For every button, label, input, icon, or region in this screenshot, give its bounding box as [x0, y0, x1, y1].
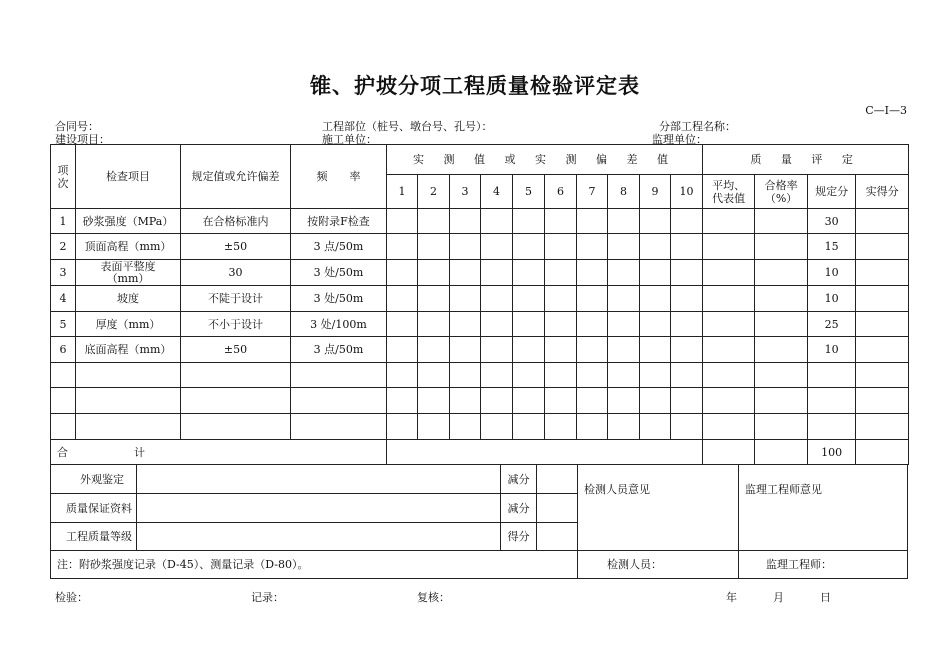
row-check-item: 厚度（mm）: [76, 312, 181, 337]
row-actual-score-cell[interactable]: [856, 209, 909, 234]
row-frequency: 3 处/100m: [291, 312, 387, 337]
row-frequency: 按附录F检查: [291, 209, 387, 234]
appearance-label: 外观鉴定: [51, 465, 137, 494]
row-specified-score: 10: [808, 260, 856, 286]
construction-unit-label: 施工单位：: [322, 133, 377, 146]
row-measure-cell[interactable]: [387, 337, 418, 363]
quality-grade-label: 工程质量等级: [51, 523, 137, 551]
row-measure-cell[interactable]: [481, 260, 513, 286]
row-specified-score: 15: [808, 234, 856, 260]
row-measure-cell[interactable]: [608, 388, 640, 414]
row-measure-cell[interactable]: [608, 260, 640, 286]
row-specified-score[interactable]: [808, 414, 856, 440]
row-spec: 30: [181, 260, 291, 286]
row-actual-score-cell[interactable]: [856, 312, 909, 337]
row-no[interactable]: [51, 414, 76, 440]
row-measure-cell[interactable]: [418, 286, 450, 312]
row-check-item: 砂浆强度（MPa）: [76, 209, 181, 234]
row-average-cell[interactable]: [703, 414, 755, 440]
row-measure-cell[interactable]: [640, 234, 671, 260]
row-no: 1: [51, 209, 76, 234]
footer-month-label: 月: [773, 591, 784, 604]
row-measure-cell[interactable]: [418, 234, 450, 260]
row-frequency: 3 点/50m: [291, 234, 387, 260]
row-measure-cell[interactable]: [481, 414, 513, 440]
row-check-item[interactable]: [76, 414, 181, 440]
row-measure-cell[interactable]: [450, 337, 481, 363]
header-measured-group: 实 测 值 或 实 测 偏 差 值: [387, 145, 703, 175]
row-measure-cell[interactable]: [513, 260, 545, 286]
row-frequency: 3 点/50m: [291, 337, 387, 363]
row-measure-cell[interactable]: [418, 388, 450, 414]
row-measure-cell[interactable]: [513, 234, 545, 260]
supervisor-opinion-label: 监理工程师意见: [739, 465, 908, 551]
construction-project-label: 建设项目：: [55, 133, 110, 146]
row-measure-cell[interactable]: [387, 209, 418, 234]
quality-docs-value[interactable]: [137, 494, 501, 523]
row-specified-score: 10: [808, 337, 856, 363]
row-measure-cell[interactable]: [671, 234, 703, 260]
row-measure-cell[interactable]: [577, 260, 608, 286]
row-measure-cell[interactable]: [640, 337, 671, 363]
row-measure-cell[interactable]: [577, 337, 608, 363]
row-measure-cell[interactable]: [513, 414, 545, 440]
row-measure-cell[interactable]: [450, 414, 481, 440]
row-measure-cell[interactable]: [387, 363, 418, 388]
row-measure-cell[interactable]: [608, 286, 640, 312]
header-measure-col: 1: [387, 175, 418, 209]
row-pass-rate-cell[interactable]: [755, 363, 808, 388]
footer-check-label: 检验：: [55, 591, 88, 604]
header-spec: 规定值或允许偏差: [181, 145, 291, 209]
row-measure-cell[interactable]: [481, 337, 513, 363]
total-specified-score: 100: [808, 440, 856, 465]
row-measure-cell[interactable]: [513, 388, 545, 414]
header-measure-col: 3: [450, 175, 481, 209]
row-measure-cell[interactable]: [577, 209, 608, 234]
row-specified-score[interactable]: [808, 363, 856, 388]
header-measure-col: 7: [577, 175, 608, 209]
row-average-cell[interactable]: [703, 209, 755, 234]
row-actual-score-cell[interactable]: [856, 234, 909, 260]
footer-review-label: 复核：: [417, 591, 450, 604]
evaluation-table: [50, 464, 908, 579]
row-measure-cell[interactable]: [481, 234, 513, 260]
inspection-table: [50, 144, 909, 465]
total-measure-span[interactable]: [387, 440, 703, 465]
row-measure-cell[interactable]: [640, 286, 671, 312]
row-measure-cell[interactable]: [545, 234, 577, 260]
row-measure-cell[interactable]: [545, 337, 577, 363]
row-measure-cell[interactable]: [513, 312, 545, 337]
row-measure-cell[interactable]: [545, 414, 577, 440]
table-row: [51, 260, 909, 286]
row-measure-cell[interactable]: [577, 363, 608, 388]
header-measure-col: 8: [608, 175, 640, 209]
row-pass-rate-cell[interactable]: [755, 260, 808, 286]
row-average-cell[interactable]: [703, 388, 755, 414]
row-measure-cell[interactable]: [671, 414, 703, 440]
row-no: 5: [51, 312, 76, 337]
row-no: 4: [51, 286, 76, 312]
inspector-signature-label: 检测人员：: [578, 551, 739, 579]
row-measure-cell[interactable]: [608, 337, 640, 363]
row-measure-cell[interactable]: [608, 312, 640, 337]
row-measure-cell[interactable]: [577, 286, 608, 312]
table-row: [51, 234, 909, 260]
row-pass-rate-cell[interactable]: [755, 209, 808, 234]
row-measure-cell[interactable]: [387, 388, 418, 414]
row-actual-score-cell[interactable]: [856, 363, 909, 388]
row-measure-cell[interactable]: [608, 234, 640, 260]
row-measure-cell[interactable]: [387, 312, 418, 337]
footnote: 注：附砂浆强度记录（D-45）、测量记录（D-80）。: [51, 551, 578, 579]
row-spec[interactable]: [181, 363, 291, 388]
appearance-value[interactable]: [137, 465, 501, 494]
row-pass-rate-cell[interactable]: [755, 312, 808, 337]
row-measure-cell[interactable]: [545, 260, 577, 286]
quality-docs-label: 质量保证资料: [51, 494, 137, 523]
inspector-opinion-label: 检测人员意见: [578, 465, 739, 551]
table-row: [51, 312, 909, 337]
row-measure-cell[interactable]: [671, 209, 703, 234]
row-measure-cell[interactable]: [640, 414, 671, 440]
supervisor-signature-label: 监理工程师：: [739, 551, 908, 579]
total-actual-score-cell[interactable]: [856, 440, 909, 465]
row-measure-cell[interactable]: [545, 286, 577, 312]
row-measure-cell[interactable]: [671, 388, 703, 414]
row-measure-cell[interactable]: [577, 414, 608, 440]
header-measure-col: 9: [640, 175, 671, 209]
quality-grade-value[interactable]: [137, 523, 501, 551]
row-check-item: 顶面高程（mm）: [76, 234, 181, 260]
sub-project-name-label: 分部工程名称：: [659, 120, 736, 133]
row-measure-cell[interactable]: [608, 363, 640, 388]
row-no: 2: [51, 234, 76, 260]
header-frequency: 频 率: [291, 145, 387, 209]
row-measure-cell[interactable]: [671, 363, 703, 388]
row-spec: 在合格标准内: [181, 209, 291, 234]
header-actual-score: 实得分: [856, 175, 909, 209]
row-average-cell[interactable]: [703, 286, 755, 312]
row-average-cell[interactable]: [703, 312, 755, 337]
total-pass-rate-cell[interactable]: [755, 440, 808, 465]
header-average: 平均、代表值: [703, 175, 755, 209]
header-measure-col: 2: [418, 175, 450, 209]
row-pass-rate-cell[interactable]: [755, 234, 808, 260]
header-measure-col: 6: [545, 175, 577, 209]
row-average-cell[interactable]: [703, 260, 755, 286]
row-measure-cell[interactable]: [671, 260, 703, 286]
row-actual-score-cell[interactable]: [856, 337, 909, 363]
row-measure-cell[interactable]: [418, 312, 450, 337]
row-measure-cell[interactable]: [450, 260, 481, 286]
row-no: 3: [51, 260, 76, 286]
row-average-cell[interactable]: [703, 337, 755, 363]
row-measure-cell[interactable]: [577, 234, 608, 260]
row-measure-cell[interactable]: [418, 337, 450, 363]
table-row: [51, 337, 909, 363]
row-measure-cell[interactable]: [545, 312, 577, 337]
row-frequency: 3 处/50m: [291, 260, 387, 286]
row-pass-rate-cell[interactable]: [755, 337, 808, 363]
row-frequency: 3 处/50m: [291, 286, 387, 312]
footer-year-label: 年: [726, 591, 737, 604]
page-title: 锥、护坡分项工程质量检验评定表: [310, 74, 640, 98]
table-row-empty: [51, 414, 909, 440]
row-measure-cell[interactable]: [545, 209, 577, 234]
row-actual-score-cell[interactable]: [856, 388, 909, 414]
contract-no-label: 合同号：: [55, 120, 99, 133]
header-specified-score: 规定分: [808, 175, 856, 209]
row-check-item: 坡度: [76, 286, 181, 312]
table-row-empty: [51, 388, 909, 414]
row-frequency[interactable]: [291, 363, 387, 388]
total-label: 合 计: [51, 440, 387, 465]
table-row-empty: [51, 363, 909, 388]
row-measure-cell[interactable]: [481, 209, 513, 234]
row-measure-cell[interactable]: [450, 209, 481, 234]
row-measure-cell[interactable]: [418, 209, 450, 234]
row-pass-rate-cell[interactable]: [755, 388, 808, 414]
score-label: 得分: [501, 523, 537, 551]
row-check-item[interactable]: [76, 388, 181, 414]
row-measure-cell[interactable]: [481, 286, 513, 312]
row-measure-cell[interactable]: [387, 260, 418, 286]
row-measure-cell[interactable]: [450, 388, 481, 414]
row-measure-cell[interactable]: [387, 414, 418, 440]
row-measure-cell[interactable]: [608, 209, 640, 234]
row-pass-rate-cell[interactable]: [755, 286, 808, 312]
row-frequency[interactable]: [291, 388, 387, 414]
row-spec: ±50: [181, 337, 291, 363]
row-measure-cell[interactable]: [640, 260, 671, 286]
row-no[interactable]: [51, 388, 76, 414]
row-measure-cell[interactable]: [450, 363, 481, 388]
row-measure-cell[interactable]: [418, 414, 450, 440]
row-measure-cell[interactable]: [671, 286, 703, 312]
row-measure-cell[interactable]: [577, 388, 608, 414]
row-average-cell[interactable]: [703, 363, 755, 388]
row-measure-cell[interactable]: [608, 414, 640, 440]
row-spec: ±50: [181, 234, 291, 260]
row-check-item: 表面平整度（mm）: [76, 260, 181, 286]
header-quality-eval-group: 质 量 评 定: [703, 145, 909, 175]
row-actual-score-cell[interactable]: [856, 414, 909, 440]
row-measure-cell[interactable]: [513, 337, 545, 363]
deduct-label: 减分: [501, 465, 537, 494]
row-measure-cell[interactable]: [545, 388, 577, 414]
row-measure-cell[interactable]: [481, 388, 513, 414]
project-location-label: 工程部位（桩号、墩台号、孔号）：: [322, 120, 493, 133]
row-specified-score: 10: [808, 286, 856, 312]
footer-day-label: 日: [820, 591, 831, 604]
appearance-deduct-value[interactable]: [537, 465, 578, 494]
row-measure-cell[interactable]: [450, 312, 481, 337]
total-row: [51, 440, 909, 465]
row-measure-cell[interactable]: [640, 209, 671, 234]
row-measure-cell[interactable]: [640, 312, 671, 337]
row-measure-cell[interactable]: [481, 363, 513, 388]
row-actual-score-cell[interactable]: [856, 260, 909, 286]
row-measure-cell[interactable]: [545, 363, 577, 388]
deduct-label: 减分: [501, 494, 537, 523]
form-code: C—I—3: [865, 104, 907, 117]
row-measure-cell[interactable]: [418, 260, 450, 286]
quality-docs-deduct-value[interactable]: [537, 494, 578, 523]
row-measure-cell[interactable]: [671, 337, 703, 363]
row-measure-cell[interactable]: [450, 234, 481, 260]
row-measure-cell[interactable]: [640, 363, 671, 388]
table-row: [51, 209, 909, 234]
row-measure-cell[interactable]: [450, 286, 481, 312]
supervision-unit-label: 监理单位：: [652, 133, 707, 146]
footer-record-label: 记录：: [251, 591, 284, 604]
header-measure-col: 10: [671, 175, 703, 209]
row-measure-cell[interactable]: [640, 388, 671, 414]
row-measure-cell[interactable]: [577, 312, 608, 337]
row-no[interactable]: [51, 363, 76, 388]
header-measure-col: 5: [513, 175, 545, 209]
row-no: 6: [51, 337, 76, 363]
row-spec[interactable]: [181, 414, 291, 440]
row-measure-cell[interactable]: [671, 312, 703, 337]
row-measure-cell[interactable]: [387, 286, 418, 312]
row-pass-rate-cell[interactable]: [755, 414, 808, 440]
table-row: [51, 286, 909, 312]
row-specified-score[interactable]: [808, 388, 856, 414]
row-frequency[interactable]: [291, 414, 387, 440]
row-average-cell[interactable]: [703, 234, 755, 260]
row-measure-cell[interactable]: [513, 286, 545, 312]
row-check-item[interactable]: [76, 363, 181, 388]
header-item-no: 项次: [51, 145, 76, 209]
row-measure-cell[interactable]: [387, 234, 418, 260]
row-specified-score: 30: [808, 209, 856, 234]
row-measure-cell[interactable]: [418, 363, 450, 388]
row-spec: 不小于设计: [181, 312, 291, 337]
header-measure-col: 4: [481, 175, 513, 209]
header-check-item: 检查项目: [76, 145, 181, 209]
row-measure-cell[interactable]: [513, 209, 545, 234]
row-measure-cell[interactable]: [481, 312, 513, 337]
final-score-value[interactable]: [537, 523, 578, 551]
row-check-item: 底面高程（mm）: [76, 337, 181, 363]
row-actual-score-cell[interactable]: [856, 286, 909, 312]
header-pass-rate: 合格率（%）: [755, 175, 808, 209]
row-specified-score: 25: [808, 312, 856, 337]
row-measure-cell[interactable]: [513, 363, 545, 388]
row-spec[interactable]: [181, 388, 291, 414]
row-spec: 不陡于设计: [181, 286, 291, 312]
total-average-cell[interactable]: [703, 440, 755, 465]
